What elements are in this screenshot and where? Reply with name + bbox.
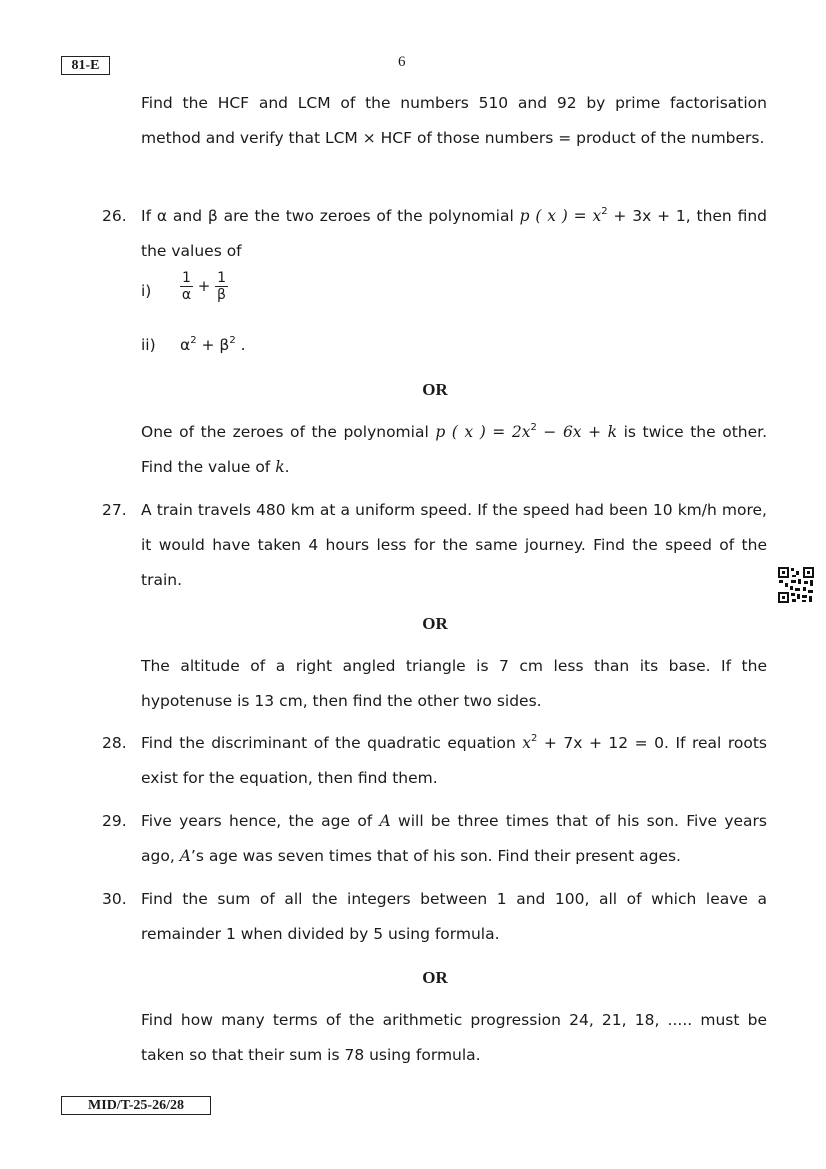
q30-alternative: Find how many terms of the arithmetic progression 24, 21, 18, ..... must be taken so that their sum is 78 using formula. [141, 1011, 767, 1064]
q25-text: Find the HCF and LCM of the numbers 510 and 92 by prime factorisation method and verify that LCM × HCF of those numbers = product of the numbers. [141, 94, 767, 147]
q26-i-label: i) [141, 282, 152, 300]
qr-code-icon [777, 566, 815, 604]
q27-number: 27. [102, 501, 127, 519]
q27-text: A train travels 480 km at a uniform speed. If the speed had been 10 km/h more, it would have taken 4 hours less for the same journey. Find the speed of the train. [141, 501, 767, 589]
footer-code: MID/T-25-26/28 [61, 1096, 211, 1115]
page-number: 6 [398, 54, 406, 70]
q30-number: 30. [102, 890, 127, 908]
q26-ii-label: ii) [141, 336, 156, 354]
q28-number: 28. [102, 734, 127, 752]
q26-number: 26. [102, 207, 127, 225]
q26-ii-expression: $\alpha^2 + \beta^2$ . [180, 335, 246, 354]
q30-text: Find the sum of all the integers between 1 and 100, all of which leave a remainder 1 when divided by 5 using formula. [141, 890, 767, 943]
paper-code: 81-E [61, 56, 110, 75]
q28-text: Find the discriminant of the quadratic equation $x^2 + 7x + 12 = 0$. If real roots exist for the equation, then find them. [141, 733, 767, 787]
q26-alternative: One of the zeroes of the polynomial p ( x ) = $2x^2 - 6x + k$ is twice the other. Find the value of k. [141, 422, 768, 476]
q26-i-expression: $\frac{1}{\alpha}$ + $\frac{1}{\beta}$ [181, 270, 226, 303]
q26-text: If α and β are the two zeroes of the polynomial p ( x ) = $x^2 + 3x + 1$, then find the values of [141, 206, 768, 260]
q29-number: 29. [102, 812, 127, 830]
or-divider: OR [422, 380, 448, 399]
q29-text: Five years hence, the age of A will be three times that of his son. Five years ago, A’s age was seven times that of his son. Find their present ages. [141, 812, 767, 865]
q27-alternative: The altitude of a right angled triangle is 7 cm less than its base. If the hypotenuse is 13 cm, then find the other two sides. [141, 657, 767, 710]
or-divider: OR [422, 968, 448, 987]
or-divider: OR [422, 614, 448, 633]
